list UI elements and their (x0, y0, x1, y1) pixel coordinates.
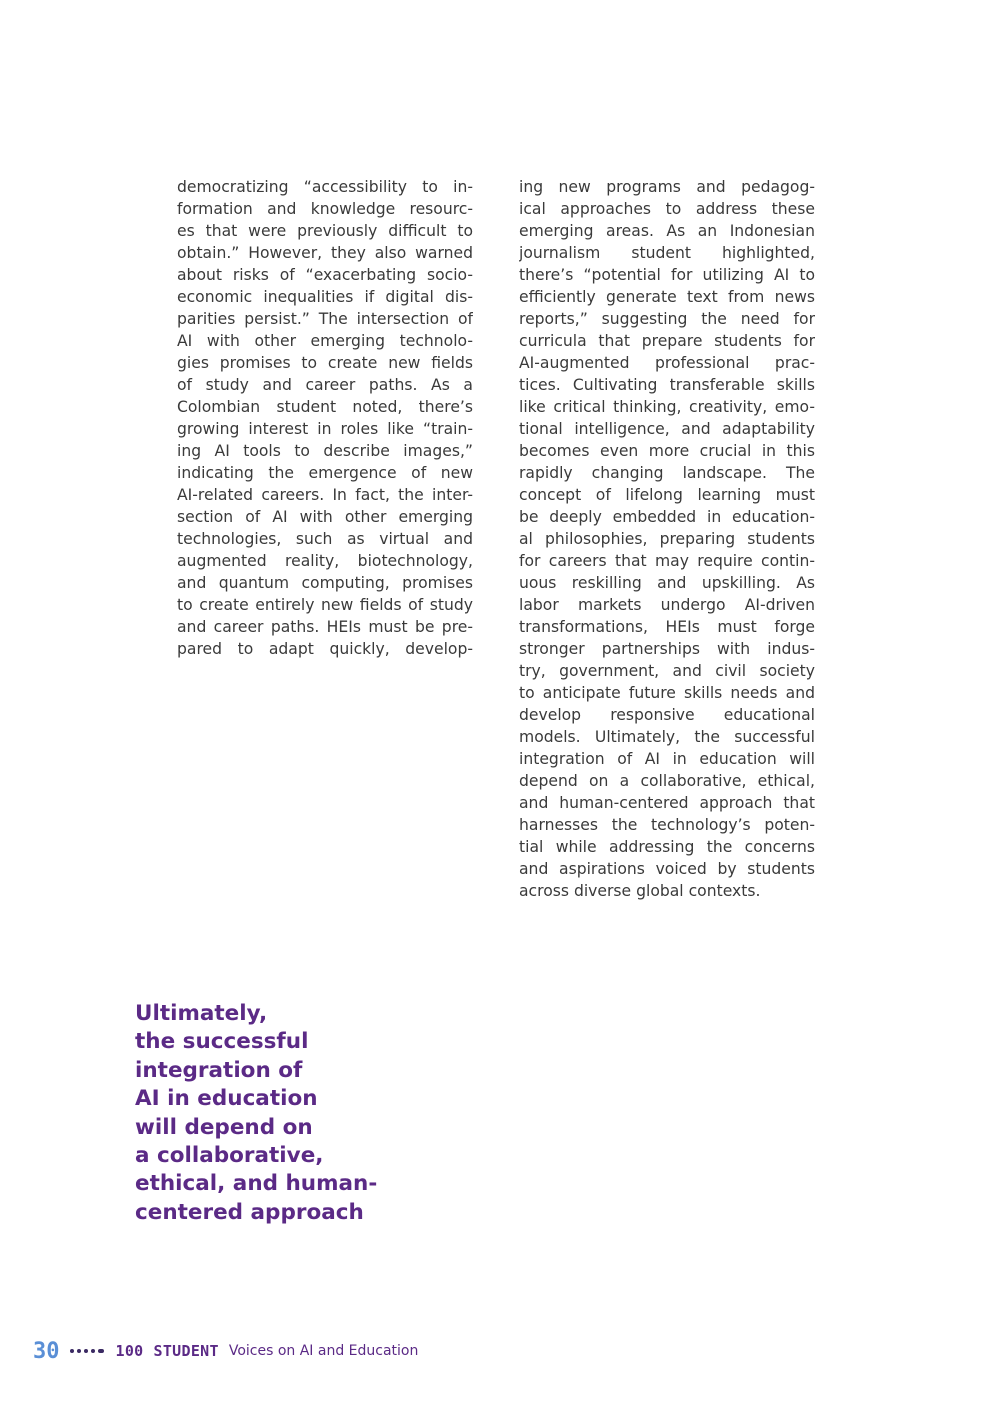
text-line: economic inequalities if digital dis- (177, 288, 473, 306)
text-line: a collaborative, (135, 1143, 324, 1169)
text-line: becomes even more crucial in this (519, 442, 815, 460)
text-line: AI-related careers. In fact, the inter- (177, 486, 473, 504)
text-line: formation and knowledge resourc- (177, 200, 473, 218)
text-line: the successful (135, 1029, 309, 1055)
text-line: AI in education (135, 1086, 318, 1112)
text-line: tial while addressing the concerns (519, 838, 815, 856)
text-line: about risks of “exacerbating socio- (177, 266, 473, 284)
text-line: journalism student highlighted, (519, 244, 815, 262)
text-line: section of AI with other emerging (177, 508, 473, 526)
text-line: develop responsive educational (519, 706, 815, 724)
text-line: parities persist.” The intersection of (177, 310, 473, 328)
text-line: ical approaches to address these (519, 200, 815, 218)
dots-divider-icon (70, 1349, 107, 1353)
text-line: models. Ultimately, the successful (519, 728, 815, 746)
text-line: try, government, and civil society (519, 662, 815, 680)
text-line: Ultimately, (135, 1001, 268, 1026)
text-line: depend on a collaborative, ethical, (519, 772, 815, 790)
text-line: transformations, HEIs must forge (519, 618, 815, 636)
text-line: concept of lifelong learning must (519, 486, 815, 504)
page-footer (33, 1337, 418, 1365)
text-line: augmented reality, biotechnology, (177, 552, 473, 570)
text-line: rapidly changing landscape. The (519, 464, 815, 482)
text-line: harnesses the technology’s poten- (519, 816, 815, 834)
text-line: stronger partnerships with indus- (519, 640, 815, 658)
text-line: Colombian student noted, there’s (177, 398, 473, 416)
text-line: of study and career paths. As a (177, 376, 473, 394)
body-column-left (177, 176, 473, 660)
text-line: integration of AI in education will (519, 750, 815, 768)
text-line: indicating the emergence of new (177, 464, 473, 482)
text-line: will depend on (135, 1114, 313, 1140)
text-line: to anticipate future skills needs and (519, 684, 815, 702)
text-line: es that were previously difficult to (177, 222, 473, 240)
publication-title: Voices on AI and Education (228, 1343, 419, 1359)
text-line: integration of (135, 1057, 303, 1083)
text-line: and quantum computing, promises (177, 574, 473, 592)
body-column-right (519, 176, 815, 902)
text-line: emerging areas. As an Indonesian (519, 222, 815, 240)
text-line: ing new programs and pedagog- (519, 178, 815, 196)
text-line: technologies, such as virtual and (177, 530, 473, 548)
text-line: obtain.” However, they also warned (177, 244, 473, 262)
text-line: there’s “potential for utilizing AI to (519, 266, 815, 284)
pull-quote (135, 1000, 435, 1227)
text-line: labor markets undergo AI-driven (519, 596, 815, 614)
publication-brand-word: STUDENT (153, 1342, 219, 1360)
text-line: gies promises to create new fields (177, 354, 473, 372)
text-line: AI-augmented professional prac- (519, 354, 815, 372)
text-line: AI with other emerging technolo- (177, 332, 473, 350)
text-line: and aspirations voiced by students (519, 860, 815, 878)
text-line: and human-centered approach that (519, 794, 815, 812)
text-line: tional intelligence, and adaptability (519, 420, 815, 438)
text-line: efficiently generate text from news (519, 288, 815, 306)
text-line: to create entirely new fields of study (177, 596, 473, 614)
text-line: reports,” suggesting the need for (519, 310, 815, 328)
text-line: democratizing “accessibility to in- (177, 178, 473, 196)
text-line: centered approach (135, 1199, 364, 1225)
text-line: al philosophies, preparing students (519, 530, 815, 548)
text-line: uous reskilling and upskilling. As (519, 574, 815, 592)
text-line: growing interest in roles like “train- (177, 420, 473, 438)
text-line: pared to adapt quickly, develop- (177, 640, 473, 658)
text-line: across diverse global contexts. (519, 882, 761, 900)
text-line: tices. Cultivating transferable skills (519, 376, 815, 394)
text-line: for careers that may require contin- (519, 552, 815, 570)
text-line: ethical, and human- (135, 1171, 378, 1197)
publication-brand-number: 100 (115, 1342, 144, 1360)
text-line: and career paths. HEIs must be pre- (177, 618, 473, 636)
text-line: like critical thinking, creativity, emo- (519, 398, 815, 416)
page-number: 30 (33, 1338, 60, 1364)
text-line: curricula that prepare students for (519, 332, 815, 350)
text-line: be deeply embedded in education- (519, 508, 815, 526)
text-line: ing AI tools to describe images,” (177, 442, 473, 460)
